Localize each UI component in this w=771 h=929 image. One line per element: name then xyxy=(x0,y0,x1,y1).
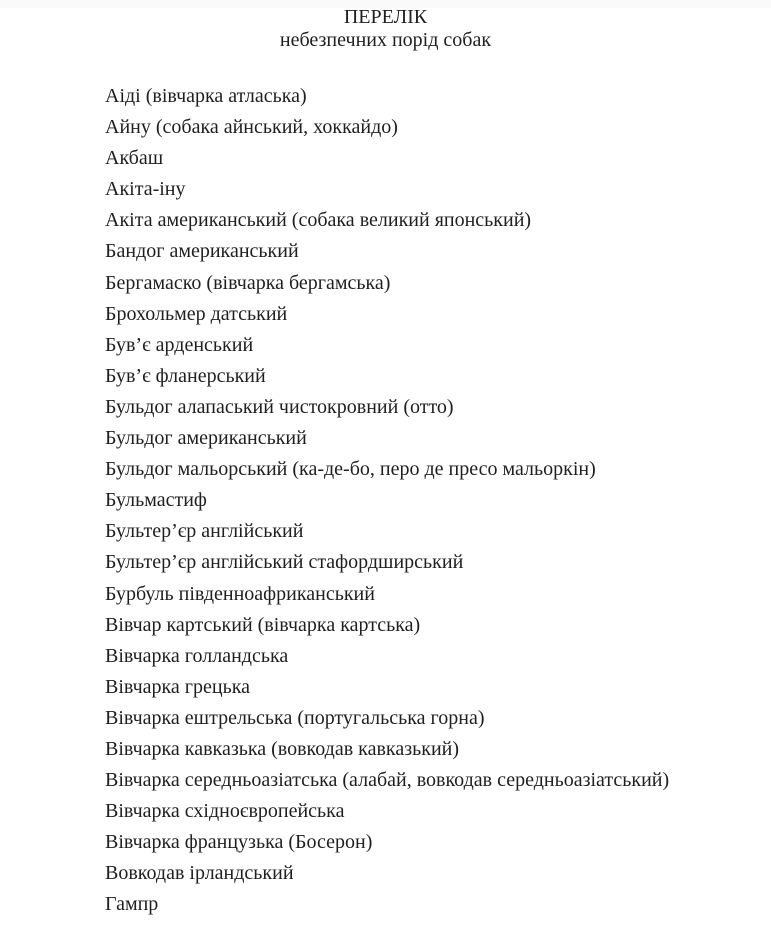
breed-list-item: Вівчарка французька (Босерон) xyxy=(105,831,373,854)
document-title: ПЕРЕЛІК xyxy=(343,6,428,28)
breed-list-item: Бультер’єр англійський xyxy=(105,520,304,543)
breed-list-item: Вівчарка східноєвропейська xyxy=(105,800,345,823)
breed-list-item: Бульмастиф xyxy=(105,489,207,512)
breed-list-item: Вівчарка середньоазіатська (алабай, вовкодав середньоазіатський) xyxy=(105,769,670,792)
breed-list-item: Вовкодав ірландський xyxy=(105,862,294,885)
breed-list-item: Бультер’єр англійський стафордширський xyxy=(105,551,464,574)
breed-list-item: Вівчарка ештрельська (португальська горна) xyxy=(105,706,485,729)
breed-list-item: Бульдог мальорський (ка-де-бо, перо де пресо мальоркін) xyxy=(105,458,596,481)
breed-list-item: Гампр xyxy=(105,893,159,916)
breed-list-item: Вівчарка кавказька (вовкодав кавказький) xyxy=(105,737,460,760)
breed-list-item: Був’є арденський xyxy=(105,333,254,356)
breed-list-item: Акіта американський (собака великий японський) xyxy=(105,209,532,232)
breed-list-item: Бульдог алапаський чистокровний (отто) xyxy=(105,395,454,418)
breed-list-item: Бурбуль південноафриканський xyxy=(105,582,375,605)
breed-list-item: Вівчарка грецька xyxy=(105,675,250,698)
document-header xyxy=(0,6,771,52)
breed-list-item: Вівчар картський (вівчарка картська) xyxy=(105,613,421,636)
breed-list-item: Бергамаско (вівчарка бергамська) xyxy=(105,271,391,294)
breed-list-item: Аіді (вівчарка атласька) xyxy=(105,85,307,107)
breed-list-item: Брохольмер датський xyxy=(105,302,288,325)
breed-list-item: Бульдог американський xyxy=(105,427,307,450)
breed-list-item: Вівчарка голландська xyxy=(105,644,289,667)
breed-list-item: Був’є фланерський xyxy=(105,364,266,387)
breed-list xyxy=(105,81,761,921)
breed-list-item: Бандог американський xyxy=(105,240,299,263)
breed-list-item: Акіта-іну xyxy=(105,178,186,201)
breed-list-item: Акбаш xyxy=(105,147,164,170)
document-subtitle: небезпечних порід собак xyxy=(279,29,492,51)
breed-list-item: Айну (собака айнський, хоккайдо) xyxy=(105,116,398,139)
